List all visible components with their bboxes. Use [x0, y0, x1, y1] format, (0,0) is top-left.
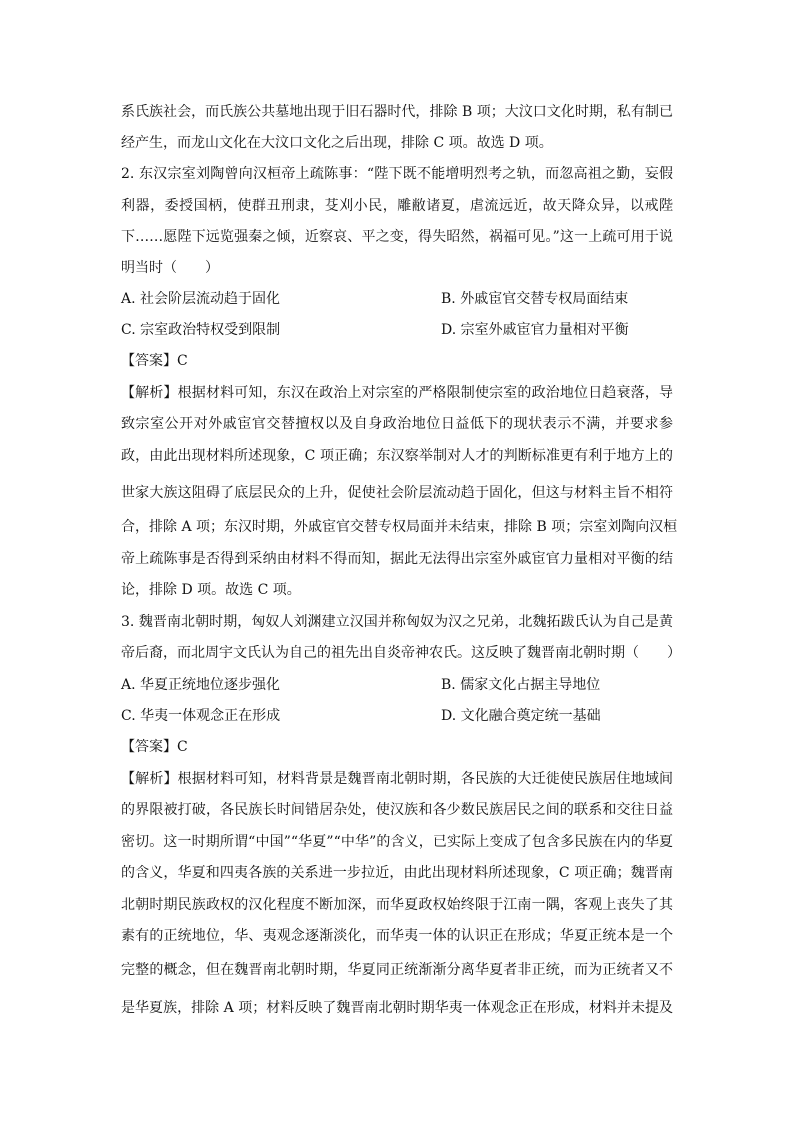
q2-analysis-line-4: 世家大族这阻碍了底层民众的上升，促使社会阶层流动趋于固化，但这与材料主旨不相符	[121, 485, 673, 501]
q3-option-d: D. 文化融合奠定统一基础	[441, 708, 601, 724]
intro-line-1: 系氏族社会，而氏族公共墓地出现于旧石器时代，排除 B 项；大汶口文化时期，私有制已	[121, 104, 673, 120]
q3-analysis-line-3: 密切。这一时期所谓“中国”“华夏”“中华”的含义，已实际上变成了包含多民族在内的华夏	[121, 834, 673, 850]
q3-option-a: A. 华夏正统地位逐步强化	[121, 677, 281, 693]
q2-analysis-line-2: 致宗室公开对外戚宦官交替擅权以及自身政治地位日益低下的现状表示不满，并要求参	[121, 416, 673, 432]
q3-analysis-line-6: 素有的正统地位，华、夷观念逐渐淡化，而华夷一体的认识正在形成；华夏正统本是一个	[121, 928, 673, 944]
q2-analysis-line-6: 帝上疏陈事是否得到采纳由材料不得而知，据此无法得出宗室外戚宦官力量相对平衡的结	[121, 551, 673, 567]
q2-stem-line-4: 明当时（ ）	[121, 260, 219, 276]
q2-analysis-line-3: 政，由此出现材料所述现象，C 项正确；东汉察举制对人才的判断标准更有利于地方上的	[121, 448, 673, 464]
q2-analysis-line-5: 合，排除 A 项；东汉时期，外戚宦官交替专权局面并未结束，排除 B 项；宗室刘陶向汉桓	[121, 519, 678, 535]
q3-analysis-line-2: 的界限被打破，各民族长时间错居杂处，使汉族和各少数民族居民之间的联系和交往日益	[121, 802, 673, 818]
q3-option-b: B. 儒家文化占据主导地位	[441, 677, 601, 693]
q3-option-c: C. 华夷一体观念正在形成	[121, 708, 281, 724]
q2-option-d: D. 宗室外戚宦官力量相对平衡	[441, 322, 629, 338]
q2-option-c: C. 宗室政治特权受到限制	[121, 322, 281, 338]
q2-stem-line-1: 2. 东汉宗室刘陶曾向汉桓帝上疏陈事：“陛下既不能增明烈考之轨，而忽高祖之勤，妄假	[121, 166, 673, 182]
q3-stem-line-1: 3. 魏晋南北朝时期，匈奴人刘渊建立汉国并称匈奴为汉之兄弟，北魏拓跋氏认为自己是黄	[121, 614, 673, 630]
q2-stem-line-2: 利器，委授国柄，使群丑刑隶，芟刈小民，雕敝诸夏，虐流远近，故天降众异，以戒陛	[121, 198, 673, 214]
q2-stem-line-3: 下……愿陛下远览强秦之倾，近察哀、平之变，得失昭然，祸福可见。”这一上疏可用于说	[121, 229, 673, 245]
q2-option-a: A. 社会阶层流动趋于固化	[121, 291, 281, 307]
q2-answer: 【答案】C	[121, 353, 188, 369]
q3-answer: 【答案】C	[121, 739, 188, 755]
q3-analysis-line-8: 是华夏族，排除 A 项；材料反映了魏晋南北朝时期华夷一体观念正在形成，材料并未提及	[121, 1000, 673, 1016]
q2-option-b: B. 外戚宦官交替专权局面结束	[441, 291, 629, 307]
intro-line-2: 经产生，而龙山文化在大汶口文化之后出现，排除 C 项。故选 D 项。	[121, 135, 553, 151]
q2-analysis-line-7: 论，排除 D 项。故选 C 项。	[121, 582, 301, 598]
q3-analysis-line-7: 完整的概念，但在魏晋南北朝时期，华夏同正统渐渐分离华夏者非正统，而为正统者又不	[121, 962, 673, 978]
q3-analysis-line-1: 【解析】根据材料可知，材料背景是魏晋南北朝时期，各民族的大迁徙使民族居住地域间	[121, 771, 673, 787]
q3-analysis-line-4: 的含义，华夏和四夷各族的关系进一步拉近，由此出现材料所述现象，C 项正确；魏晋南	[121, 865, 673, 881]
q3-stem-line-2: 帝后裔，而北周宇文氏认为自己的祖先出自炎帝神农氏。这反映了魏晋南北朝时期（ ）	[121, 645, 681, 661]
q2-analysis-line-1: 【解析】根据材料可知，东汉在政治上对宗室的严格限制使宗室的政治地位日趋衰落，导	[121, 385, 673, 401]
q3-analysis-line-5: 北朝时期民族政权的汉化程度不断加深，而华夏政权始终限于江南一隅，客观上丧失了其	[121, 897, 673, 913]
